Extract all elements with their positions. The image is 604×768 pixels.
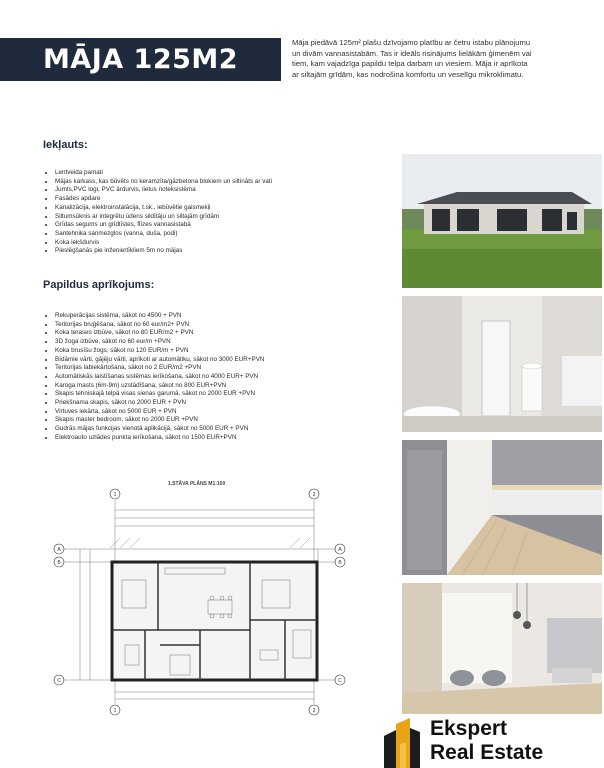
extras-item: • Teritorijas bruģēšana, sākot no 60 eur/m2+ PVN: [55, 321, 395, 330]
included-item: • Fasādes apdare: [55, 195, 395, 204]
extras-heading: Papildus aprīkojums:: [43, 279, 155, 291]
axis-2-top-label: 2: [312, 492, 316, 498]
axis-a-right-label: A: [338, 547, 342, 553]
bathroom-photo: [402, 296, 602, 432]
axis-b-right-label: B: [338, 560, 342, 566]
axis-b-left-label: B: [57, 560, 61, 566]
extras-item: • Automātiskās laistīšanas sistēmas ierīkošana, sākot no 4000 EUR+ PVN: [55, 373, 395, 382]
included-item: • Grīdas segums un grīdlīstes, flīzes vannasistabā: [55, 221, 395, 230]
intro-text: Māja piedāvā 125m² plašu dzīvojamo platību ar četru istabu plānojumu un divām vannasistabām. Tas ir ideāls risinājums lielākām ģimenēm vai tiem, kam vajadzīga papildu telpa darbam un viesiem. Māja ir aprīkota ar siltajām grīdām, kas nodrošina komfortu un veselīgu mikroklimatu.: [292, 38, 532, 79]
title-banner: [0, 38, 281, 81]
extras-item: • Priekšnama skapis, sākot no 2000 EUR + PVN: [55, 399, 395, 408]
extras-item: • Virtuves iekārta, sākot no 5000 EUR + PVN: [55, 408, 395, 417]
floor-plan: [50, 480, 350, 720]
included-item: • Mājas karkass, kas būvēts no keramzīta/gāzbetona blokiem un siltināts ar vati: [55, 178, 395, 187]
extras-item: • Koka brusīšu žogs, sākot no 120 EUR/m + PVN: [55, 347, 395, 356]
extras-item: • Teritorijas labiekārtošana, sākot no 2 EUR/m2 +PVN: [55, 364, 395, 373]
company-logo-text: [430, 717, 543, 765]
page-title: MĀJA 125M2: [42, 44, 239, 75]
extras-item: • Skapis master bedroom, sākot no 2000 EUR +PVN: [55, 416, 395, 425]
axis-2-bottom-label: 2: [312, 708, 316, 714]
axis-c-right-label: C: [338, 678, 342, 684]
floor-plan-title: 1.STĀVA PLĀNS M1:100: [168, 481, 226, 487]
included-item: • Lentveida pamati: [55, 169, 395, 178]
kitchen-photo: [402, 440, 602, 575]
extras-item: • 3D žoga izbūve, sākot no 60 eur/m +PVN: [55, 338, 395, 347]
included-item: • Santehnika sanmezglos (vanna, duša, podi): [55, 230, 395, 239]
included-item: • Pieslēgšanās pie inženiertīkliem 5m no mājas: [55, 247, 395, 256]
extras-list: [43, 312, 395, 443]
included-item: • Kanalizācija, elektroinstalācija, t.sk., iebūvētie gaismekļi: [55, 204, 395, 213]
logo-line-1: Ekspert: [430, 717, 508, 740]
included-item: • Jumts,PVC logi, PVC ārdurvis, lietus noteksistēma: [55, 186, 395, 195]
extras-item: • Skapis tehniskajā telpā visas sienas garumā, sākot no 2000 EUR +PVN: [55, 390, 395, 399]
logo-line-2: Real Estate: [430, 741, 544, 764]
axis-1-bottom-label: 1: [113, 708, 117, 714]
house-exterior-photo: [402, 154, 602, 288]
extras-item: • Rekuperācijas sistēma, sākot no 4500 + PVN: [55, 312, 395, 321]
living-room-photo: [402, 583, 602, 714]
extras-item: • Elektroauto uzlādes punkta ierīkošana, sākot no 1500 EUR+PVN: [55, 434, 395, 443]
extras-item: • Bīdāmie vārti, gājēju vārti, aprīkoti ar automātiku, sākot no 3000 EUR+PVN: [55, 356, 395, 365]
included-list: [43, 169, 395, 256]
included-item: • Siltumsūknis ar integrētu ūdens sildītāju un siltajām grīdām: [55, 213, 395, 222]
axis-a-left-label: A: [57, 547, 61, 553]
axis-1-top-label: 1: [113, 492, 117, 498]
axis-c-left-label: C: [57, 678, 61, 684]
extras-item: • Koka terases izbūve, sākot no 80 EUR/m2 + PVN: [55, 329, 395, 338]
extras-item: • Gudrās mājas funkcijas vienotā aplikācijā, sākot no 5000 EUR + PVN: [55, 425, 395, 434]
included-item: • Koka iekšdurvis: [55, 239, 395, 248]
included-heading: Iekļauts:: [43, 139, 88, 151]
extras-item: • Karoga masts (6m-9m) uzstādīšana, sākot no 800 EUR+PVN: [55, 382, 395, 391]
